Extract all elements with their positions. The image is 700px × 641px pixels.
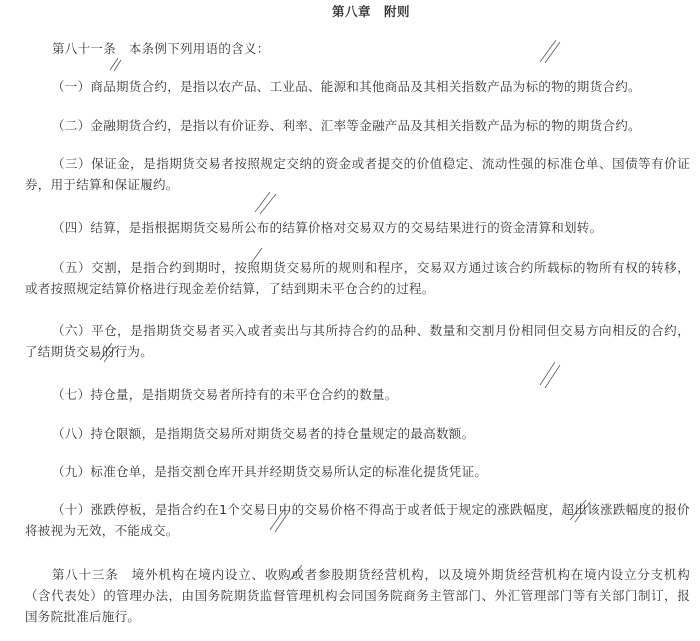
scan-mark	[114, 60, 121, 71]
definition-6: （六）平仓，是指期货交易者买入或者卖出与其所持合约的品种、数量和交割月份相同但交易方向相反的合约，了结期货交易的行为。	[25, 323, 690, 359]
scan-mark	[255, 192, 270, 212]
definition-5: （五）交割，是指合约到期时，按照期货交易所的规则和程序，交易双方通过该合约所载标的物所有权的转移，或者按照规定结算价格进行现金差价结算，了结到期未平仓合约的过程。	[25, 260, 690, 296]
scan-mark	[260, 194, 276, 214]
definition-1: （一）商品期货合约，是指以农产品、工业品、能源和其他商品及其相关指数产品为标的物的期货合约。	[52, 79, 641, 94]
definition-7: （七）持仓量，是指期货交易者所持有的未平仓合约的数量。	[52, 387, 398, 402]
definition-4: （四）结算，是指根据期货交易所公布的结算价格对交易双方的交易结果进行的资金清算和划转。	[52, 220, 603, 235]
definition-9: （九）标准仓单，是指交割仓库开具并经期货交易所认定的标准化提货凭证。	[52, 464, 488, 479]
article-81-intro: 第八十一条 本条例下列用语的含义：	[52, 41, 270, 56]
scan-mark	[110, 58, 118, 70]
definition-8: （八）持仓限额，是指期货交易所对期货交易者的持仓量规定的最高数额。	[52, 426, 475, 441]
scan-mark	[540, 362, 555, 385]
definition-2: （二）金融期货合约，是指以有价证券、利率、汇率等金融产品及其相关指数产品为标的物的期货合约。	[52, 118, 641, 133]
article-83: 第八十三条 境外机构在境内设立、收购或者参股期货经营机构，以及境外期货经营机构在境内设立分支机构（含代表处）的管理办法，由国务院期货监督管理机构会同国务院商务主管部门、外汇管理部门等有关部门制订，报国务院批准后施行。	[25, 567, 690, 624]
definition-3: （三）保证金，是指期货交易者按照规定交纳的资金或者提交的价值稳定、流动性强的标准仓单、国债等有价证券，用于结算和保证履约。	[25, 156, 690, 192]
definition-10: （十）涨跌停板，是指合约在1个交易日中的交易价格不得高于或者低于规定的涨跌幅度，超出该涨跌幅度的报价将被视为无效，不能成交。	[25, 502, 690, 538]
chapter-title: 第八章 附则	[331, 4, 410, 19]
